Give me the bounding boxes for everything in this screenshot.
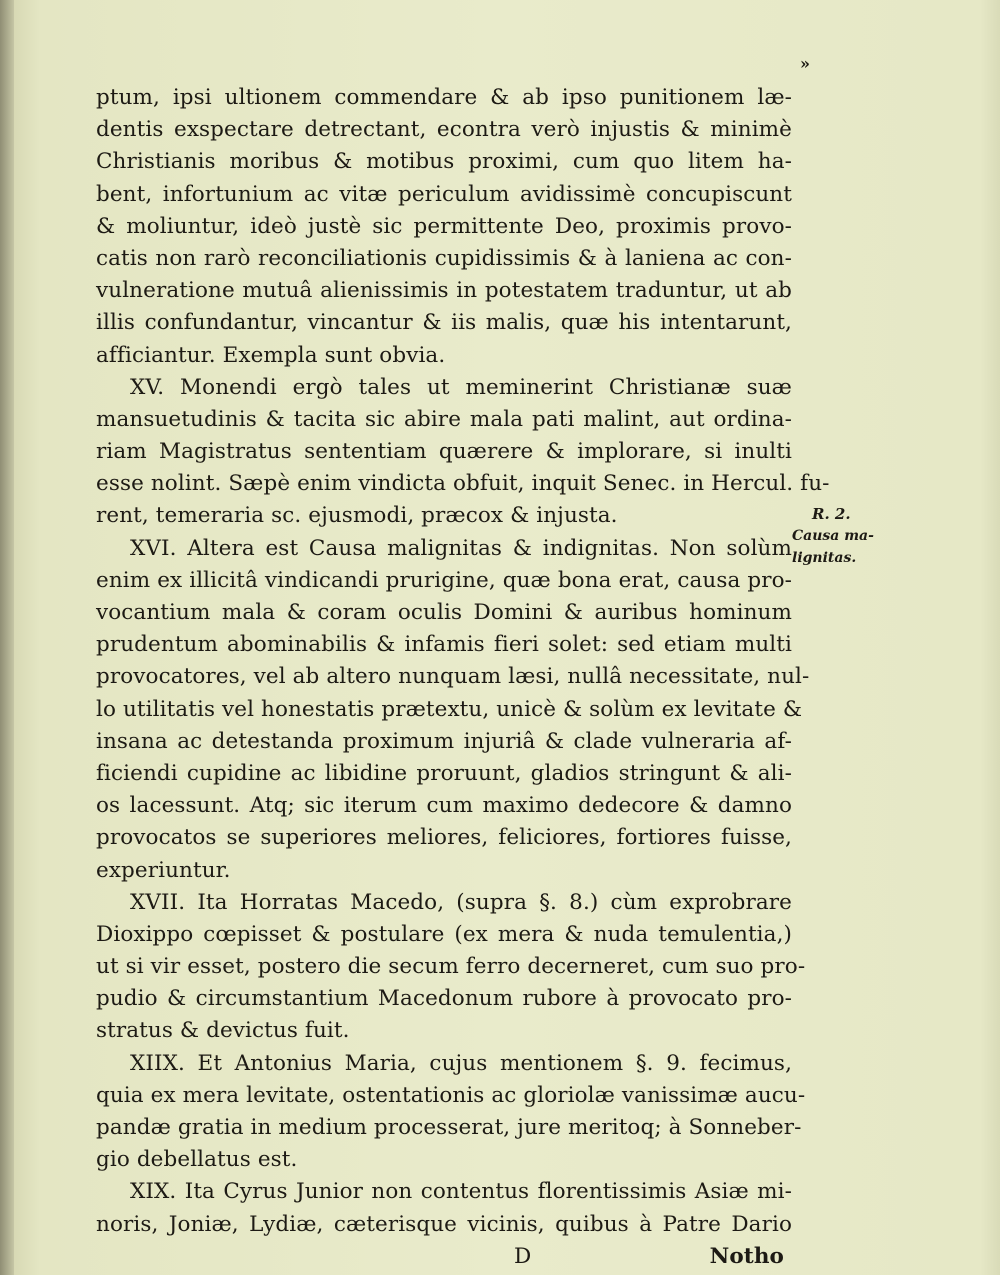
margin-note-line-1: Causa ma- (792, 528, 874, 544)
text-line: Dioxippo cœpisset & postulare (ex mera & nuda temulentia,) (96, 921, 792, 947)
text-line: noris, Joniæ, Lydiæ, cæterisque vicinis, quibus à Patre Dario (96, 1211, 792, 1237)
catchword: Notho (709, 1243, 784, 1269)
text-line: riam Magistratus sententiam quærere & implorare, si inulti (96, 439, 792, 465)
text-line: rent, temeraria sc. ejusmodi, præcox & injusta. (96, 503, 618, 529)
body-text (96, 82, 830, 1273)
text-line: XIX. Ita Cyrus Junior non contentus florentissimis Asiæ mi- (130, 1179, 792, 1205)
text-line: ut si vir esset, postero die secum ferro decerneret, cum suo pro- (96, 954, 806, 980)
text-line: XIIX. Et Antonius Maria, cujus mentionem §. 9. fecimus, (130, 1050, 792, 1076)
text-line: quia ex mera levitate, ostentationis ac gloriolæ vanissimæ aucu- (96, 1082, 806, 1108)
text-line: ficiendi cupidine ac libidine proruunt, gladios stringunt & ali- (96, 760, 792, 786)
text-line: bent, infortunium ac vitæ periculum avidissimè concupiscunt (96, 181, 792, 207)
signature-mark: D (514, 1243, 532, 1269)
text-line: os lacessunt. Atq; sic iterum cum maximo dedecore & damno (96, 793, 792, 819)
page-binding-shadow (0, 0, 14, 1275)
text-line: esse nolint. Sæpè enim vindicta obfuit, inquit Senec. in Hercul. fu- (96, 471, 830, 497)
text-line: prudentum abominabilis & infamis fieri solet: sed etiam multi (96, 632, 792, 658)
margin-note-ref: R. 2. (812, 505, 851, 523)
text-line: pudio & circumstantium Macedonum rubore à provocato pro- (96, 986, 792, 1012)
margin-note (792, 503, 922, 569)
text-line: afficiantur. Exempla sunt obvia. (96, 342, 446, 368)
footer-line (96, 1241, 792, 1273)
text-line: XVII. Ita Horratas Macedo, (supra §. 8.) cùm exprobrare (130, 889, 792, 915)
text-line: stratus & devictus fuit. (96, 1018, 350, 1044)
text-line: vulneratione mutuâ alienissimis in potestatem traduntur, ut ab (96, 278, 792, 304)
text-line: provocatores, vel ab altero nunquam læsi, nullâ necessitate, nul- (96, 664, 810, 690)
text-line: catis non rarò reconciliationis cupidissimis & à laniena ac con- (96, 245, 792, 271)
text-line: XVI. Altera est Causa malignitas & indignitas. Non solùm (130, 535, 792, 561)
text-line: gio debellatus est. (96, 1147, 298, 1173)
text-line: experiuntur. (96, 857, 231, 883)
text-line: pandæ gratia in medium processerat, jure meritoq; à Sonneber- (96, 1115, 802, 1140)
text-line: mansuetudinis & tacita sic abire mala pati malint, aut ordina- (96, 406, 792, 432)
corner-mark: » (800, 54, 810, 73)
text-line: ptum, ipsi ultionem commendare & ab ipso punitionem læ- (96, 85, 792, 110)
text-line: enim ex illicitâ vindicandi prurigine, quæ bona erat, causa pro- (96, 567, 792, 593)
text-line: Christianis moribus & motibus proximi, cum quo litem ha- (96, 149, 792, 175)
margin-note-line-2: lignitas. (792, 550, 857, 566)
text-line: illis confundantur, vincantur & iis malis, quæ his intentarunt, (96, 310, 792, 336)
text-line: XV. Monendi ergò tales ut meminerint Christianæ suæ (130, 374, 792, 400)
text-line: lo utilitatis vel honestatis prætextu, unicè & solùm ex levitate & (96, 696, 803, 722)
text-line: insana ac detestanda proximum injuriâ & clade vulneraria af- (96, 728, 792, 754)
text-line: provocatos se superiores meliores, feliciores, fortiores fuisse, (96, 825, 792, 851)
text-line: vocantium mala & coram oculis Domini & auribus hominum (96, 600, 792, 625)
text-line: & moliuntur, ideò justè sic permittente Deo, proximis provo- (96, 213, 792, 239)
text-line: dentis exspectare detrectant, econtra verò injustis & minimè (96, 117, 792, 143)
